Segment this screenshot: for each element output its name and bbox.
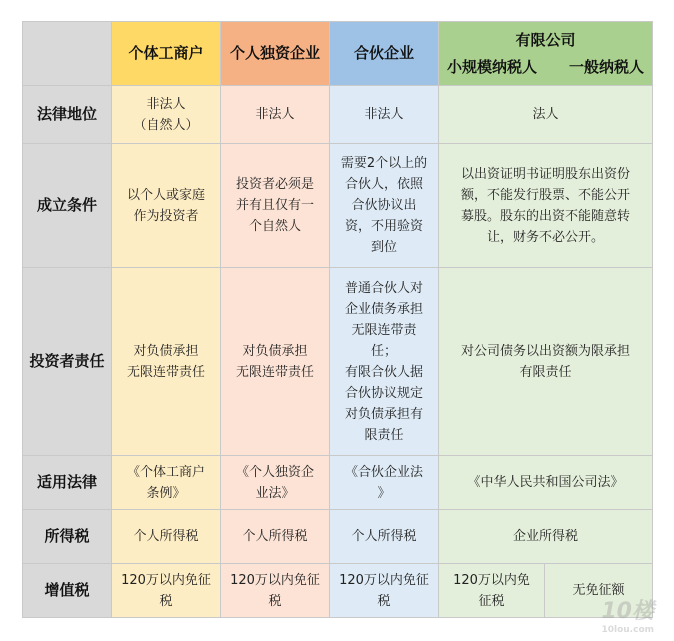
setup-partnership: 需要2个以上的 合伙人，依照 合伙协议出 资，不用验资 到位 xyxy=(340,156,428,255)
header-general-taxpayer: 一般纳税人 xyxy=(568,57,644,76)
header-limited-company xyxy=(439,22,653,86)
row-label-legal-status: 法律地位 xyxy=(23,86,112,144)
law-individual: 《个体工商户 条例》 xyxy=(126,464,205,501)
vat-sole: 120万以内免征 税 xyxy=(230,572,320,609)
table-row xyxy=(23,268,653,456)
vat-individual: 120万以内免征 税 xyxy=(121,572,211,609)
header-sole-proprietorship: 个人独资企业 xyxy=(221,22,330,86)
law-partnership: 《合伙企业法 》 xyxy=(344,464,423,501)
table-row xyxy=(23,86,653,144)
income-tax-company: 企业所得税 xyxy=(512,529,578,544)
liability-partnership: 普通合伙人对 企业债务承担 无限连带责 任； 有限合伙人据 合伙协议规定 对负债承担有 限责任 xyxy=(344,280,423,443)
header-limited-company-title: 有限公司 xyxy=(515,30,576,49)
income-tax-partnership: 个人所得税 xyxy=(351,529,417,544)
header-small-taxpayer: 小规模纳税人 xyxy=(447,57,538,76)
header-partnership: 合伙企业 xyxy=(330,22,439,86)
header-row xyxy=(23,22,653,86)
comparison-table xyxy=(22,21,653,618)
law-sole: 《个人独资企 业法》 xyxy=(235,464,314,501)
header-corner xyxy=(23,22,112,86)
setup-individual: 以个人或家庭 作为投资者 xyxy=(126,187,205,224)
liability-individual: 对负债承担 无限连带责任 xyxy=(126,343,205,380)
watermark-logo xyxy=(601,594,654,635)
header-individual-business: 个体工商户 xyxy=(112,22,221,86)
row-label-setup-conditions: 成立条件 xyxy=(23,144,112,268)
legal-status-sole: 非法人 xyxy=(255,107,295,122)
setup-company: 以出资证明书证明股东出资份 额，不能发行股票、不能公开 募股。股东的出资不能随意转 让，财务不必公开。 xyxy=(460,166,630,245)
legal-status-partnership: 非法人 xyxy=(364,107,404,122)
watermark-logo-text: 10楼 xyxy=(601,599,654,624)
vat-partnership: 120万以内免征 税 xyxy=(339,572,429,609)
vat-small-taxpayer: 120万以内免 征税 xyxy=(453,572,530,609)
vat-general-taxpayer: 无免征额 xyxy=(572,583,625,598)
table-row xyxy=(23,564,653,618)
liability-sole: 对负债承担 无限连带责任 xyxy=(235,343,314,380)
row-label-applicable-law: 适用法律 xyxy=(23,456,112,510)
law-company: 《中华人民共和国公司法》 xyxy=(467,475,624,490)
income-tax-individual: 个人所得税 xyxy=(133,529,199,544)
income-tax-sole: 个人所得税 xyxy=(242,529,308,544)
row-label-vat: 增值税 xyxy=(23,564,112,618)
liability-company: 对公司债务以出资额为限承担 有限责任 xyxy=(460,343,630,380)
table-row xyxy=(23,510,653,564)
row-label-income-tax: 所得税 xyxy=(23,510,112,564)
legal-status-company: 法人 xyxy=(532,107,559,122)
row-label-investor-liability: 投资者责任 xyxy=(23,268,112,456)
watermark-url: 10lou.com xyxy=(601,625,654,635)
table-row xyxy=(23,456,653,510)
table-row xyxy=(23,144,653,268)
setup-sole: 投资者必须是 并有且仅有一 个自然人 xyxy=(235,177,314,234)
legal-status-individual: 非法人 （自然人） xyxy=(133,96,199,133)
